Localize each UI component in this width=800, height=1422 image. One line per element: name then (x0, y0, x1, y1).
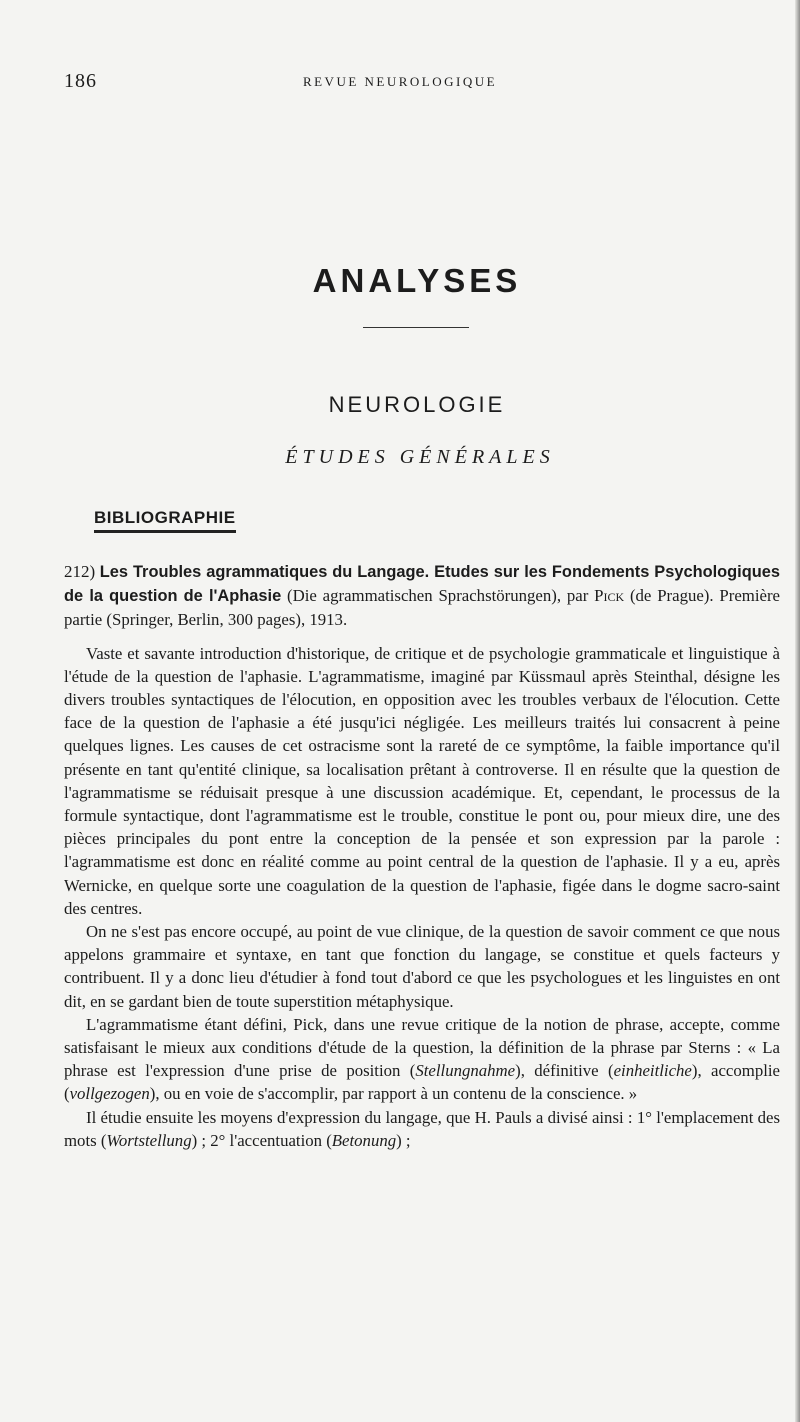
subsection-title: NEUROLOGIE (328, 392, 506, 417)
paragraph-4-text-c: ) ; (396, 1130, 411, 1150)
paragraph-1: Vaste et savante introduction d'historique, de critique et de psychologie grammaticale et linguistique à l'étude de la question de l'aphasie. L'agrammatisme, imaginé par Küssmaul après Steinthal, désigne les divers troubles syntactiques de l'élocution, en opposition avec les troubles verbaux de l'élocution. Cette face de la question de l'aphasie a été jusqu'ici négligée. Les meilleurs traités lui consacrent à peine quelques lignes. Les causes de cet ostracisme sont la rareté de ce symptôme, la faible importance qu'il présente en tant qu'entité clinique, sa localisation prêtant à controverse. Il en résulte que la question de l'agrammatisme se réduisait presque à une discussion académique. Et, cependant, le processus de la formule syntactique, dont l'agrammatisme est le trouble, constitue le pont ou, pour mieux dire, une des pièces principales du pont entre la conception de la pensée et son expression par la parole : l'agrammatisme est donc en réalité comme au point central de la question de l'aphasie. Il y a eu, après Wernicke, en quelque sorte une coagulation de la question de l'aphasie, figée dans le dogme sacro-saint des centres. (64, 643, 780, 918)
paragraph-3-text-b: ), définitive ( (515, 1061, 614, 1081)
article-citation (64, 560, 780, 632)
article-author: Pick (594, 586, 625, 606)
article-title: Les Troubles agrammatiques du Langage. Etudes sur les Fondements Psychologiques de la question de l'Aphasie (64, 563, 780, 606)
paragraph-2: On ne s'est pas encore occupé, au point de vue clinique, de la question de savoir comment ce que nous appelons grammaire et syntaxe, en tant que fonction du langage, se constitue et quels facteurs y contribuent. Il y a donc lieu d'étudier à fond tout d'abord ce que les psychologues et les linguistes en ont dit, en se gardant bien de toute superstition métaphysique. (64, 922, 780, 1011)
paragraph-3 (64, 1013, 780, 1106)
paragraph-3-text-a: L'agrammatisme étant défini, Pick, dans une revue critique de la notion de phrase, accepte, comme satisfaisant le mieux aux conditions d'étude de la question, la définition de la phrase par Sterns : « La phrase est l'expression d'une prise de position ( (64, 1014, 780, 1081)
article-german-title: (Die agrammatischen Sprachstörungen), par (287, 586, 595, 606)
paragraph-3-term-1: Stellungnahme (415, 1061, 516, 1081)
page-edge-shadow (795, 0, 800, 1422)
paragraph-4 (64, 1106, 780, 1152)
paragraph-3-text-c: ), accomplie ( (64, 1061, 780, 1104)
paragraph-4-term-1: Wortstellung (106, 1130, 192, 1150)
paragraph-4-term-2: Betonung (331, 1130, 397, 1150)
title-divider (363, 327, 469, 328)
paragraph-4-text-a: Il étudie ensuite les moyens d'expression du langage, que H. Pauls a divisé ainsi : 1° l'emplacement des mots ( (64, 1107, 780, 1150)
category-title: ÉTUDES GÉNÉRALES (285, 446, 555, 468)
paragraph-3-text-d: ), ou en voie de s'accomplir, par rapport à un contenu de la conscience. » (149, 1084, 638, 1104)
bibliography-heading: BIBLIOGRAPHIE (94, 508, 236, 533)
article-number: 212) (64, 562, 96, 581)
paragraph-3-term-2: einheitliche (613, 1061, 692, 1081)
paragraph-3-term-3: vollgezogen (69, 1084, 150, 1104)
paragraph-4-text-b: ) ; 2° l'accentuation ( (191, 1130, 332, 1150)
running-title: REVUE NEUROLOGIQUE (302, 74, 498, 89)
page-number: 186 (64, 70, 97, 92)
article-publication: (de Prague). Première partie (Springer, Berlin, 300 pages), 1913. (64, 586, 780, 630)
article (64, 560, 780, 1152)
section-title: ANALYSES (312, 262, 522, 299)
